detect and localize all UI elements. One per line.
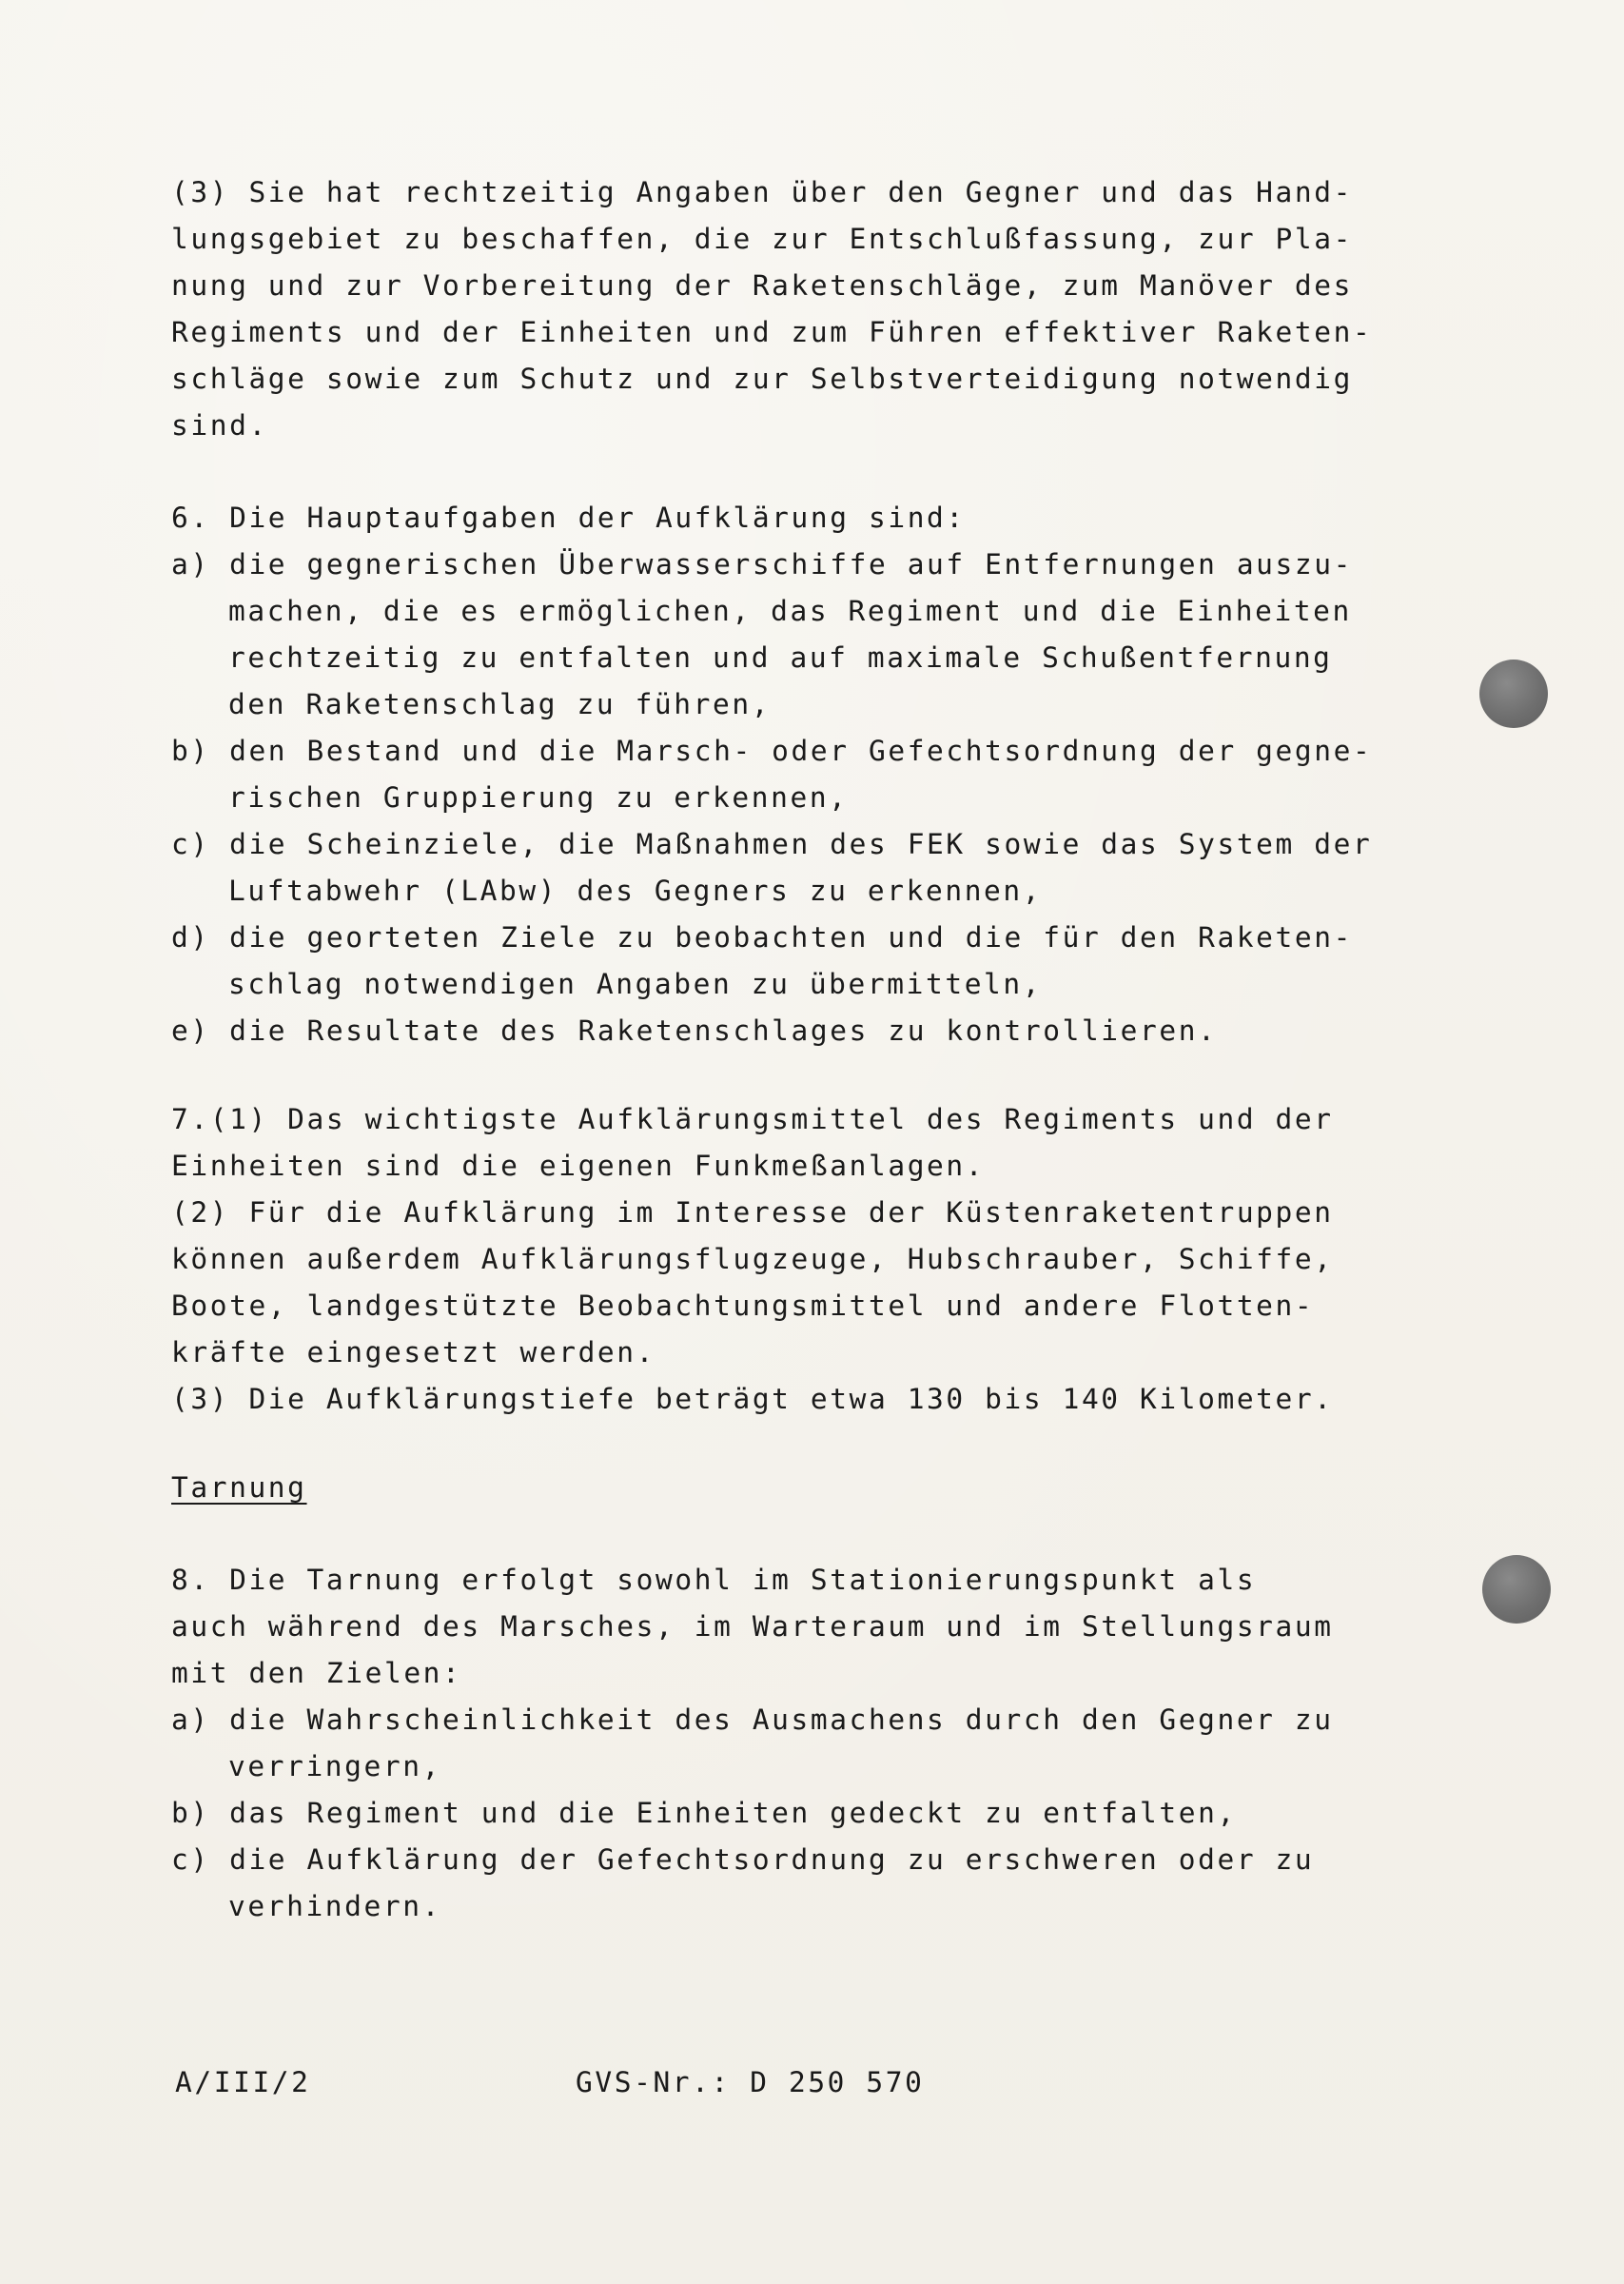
text-line: 7.(1) Das wichtigste Aufklärungsmittel des Regiments und der — [171, 1103, 1334, 1135]
text-line: d) die georteten Ziele zu beobachten und die für den Raketen- — [171, 921, 1353, 954]
text-line: rechtzeitig zu entfalten und auf maximale Schußentfernung — [228, 641, 1333, 674]
text-line: a) die gegnerischen Überwasserschiffe auf Entfernungen auszu- — [171, 548, 1353, 581]
text-line: rischen Gruppierung zu erkennen, — [228, 781, 849, 814]
text-line: lungsgebiet zu beschaffen, die zur Entschlußfassung, zur Pla- — [171, 223, 1353, 255]
section-heading: Tarnung — [171, 1471, 307, 1504]
punch-hole — [1482, 1555, 1551, 1624]
text-line: nung und zur Vorbereitung der Raketenschläge, zum Manöver des — [171, 269, 1353, 302]
text-line: auch während des Marsches, im Warteraum und im Stellungsraum — [171, 1610, 1334, 1643]
text-line: Luftabwehr (LAbw) des Gegners zu erkennen, — [228, 875, 1043, 907]
text-line: mit den Zielen: — [171, 1657, 462, 1689]
text-line: 8. Die Tarnung erfolgt sowohl im Stationierungspunkt als — [171, 1564, 1257, 1596]
text-line: Boote, landgestützte Beobachtungsmittel und andere Flotten- — [171, 1290, 1315, 1322]
text-line: sind. — [171, 409, 268, 442]
text-line: schläge sowie zum Schutz und zur Selbstverteidigung notwendig — [171, 363, 1353, 395]
text-line: (3) Sie hat rechtzeitig Angaben über den Gegner und das Hand- — [171, 176, 1353, 208]
text-line: e) die Resultate des Raketenschlages zu kontrollieren. — [171, 1014, 1218, 1047]
text-line: kräfte eingesetzt werden. — [171, 1336, 656, 1368]
text-line: können außerdem Aufklärungsflugzeuge, Hubschrauber, Schiffe, — [171, 1243, 1334, 1275]
text-line: (3) Die Aufklärungstiefe beträgt etwa 130 bis 140 Kilometer. — [171, 1383, 1334, 1415]
gvs-number: GVS-Nr.: D 250 570 — [576, 2066, 925, 2098]
section-intro: 6. Die Hauptaufgaben der Aufklärung sind: — [171, 502, 966, 534]
text-line: verringern, — [228, 1750, 441, 1782]
text-line: a) die Wahrscheinlichkeit des Ausmachens durch den Gegner zu — [171, 1703, 1334, 1736]
text-line: machen, die es ermöglichen, das Regiment und die Einheiten — [228, 595, 1352, 627]
text-line: (2) Für die Aufklärung im Interesse der Küstenraketentruppen — [171, 1196, 1334, 1229]
text-line: b) das Regiment und die Einheiten gedeckt zu entfalten, — [171, 1797, 1237, 1829]
punch-hole — [1479, 660, 1548, 728]
text-line: den Raketenschlag zu führen, — [228, 688, 772, 720]
text-line: c) die Scheinziele, die Maßnahmen des FEK sowie das System der — [171, 828, 1373, 860]
page-reference: A/III/2 — [175, 2066, 311, 2098]
text-line: Einheiten sind die eigenen Funkmeßanlagen. — [171, 1150, 986, 1182]
text-line: Regiments und der Einheiten und zum Führen effektiver Raketen- — [171, 316, 1373, 348]
text-line: verhindern. — [228, 1890, 441, 1922]
text-line: schlag notwendigen Angaben zu übermitteln, — [228, 968, 1043, 1000]
text-line: c) die Aufklärung der Gefechtsordnung zu erschweren oder zu — [171, 1843, 1315, 1876]
text-line: b) den Bestand und die Marsch- oder Gefechtsordnung der gegne- — [171, 735, 1373, 767]
